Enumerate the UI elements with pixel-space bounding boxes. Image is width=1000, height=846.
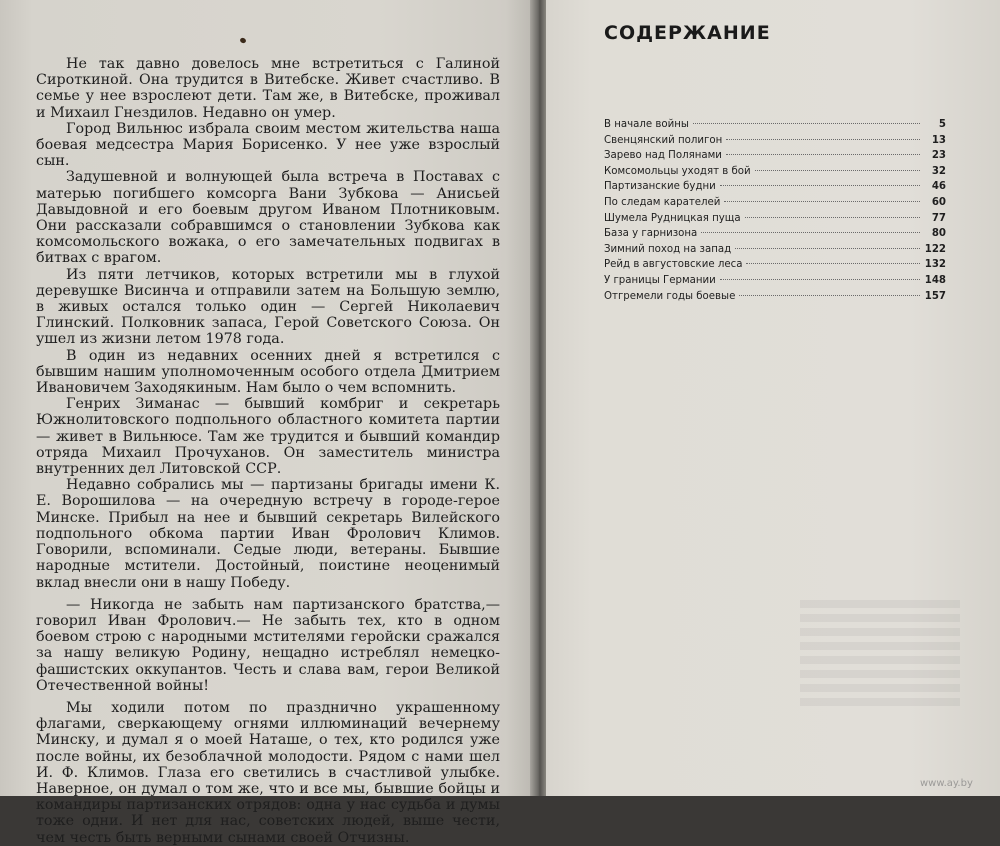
- show-through-imprint: [800, 600, 960, 712]
- paragraph: Генрих Зиманас — бывший комбриг и секретарь Южнолитовского подпольного областного комитета партии — живет в Вильнюсе. Там же трудится и бывший командир отряда Михаил Прочуханов. Он заместитель министра внутренних дел Литовской ССР.: [36, 396, 500, 478]
- toc-entry-page: 13: [931, 134, 946, 146]
- paragraph: Недавно собрались мы — партизаны бригады имени К. Е. Ворошилова — на очередную встречу в городе-герое Минске. Прибыл на нее и бывший секретарь Вилейского подпольного обкома партии Иван Фролович Климов. Говорили, вспоминали. Седые люди, ветераны. Бывшие народные мстители. Достойный, поистине неоценимый вклад внесли они в нашу Победу.: [36, 477, 500, 591]
- toc-leader-dots: [739, 295, 920, 296]
- show-through-line: [800, 600, 960, 608]
- toc-entry: [604, 244, 946, 260]
- paragraph: — Никогда не забыть нам партизанского братства,— говорил Иван Фролович.— Не забыть тех, кто в одном боевом строю с народными мстителями геройски сражался за нашу великую Родину, нещадно истреблял немецко-фашистских оккупантов. Честь и слава вам, герои Великой Отечественной войны!: [36, 596, 500, 694]
- show-through-line: [800, 698, 960, 706]
- toc-leader-dots: [746, 263, 920, 264]
- site-watermark: www.ay.by: [920, 778, 973, 789]
- toc-leader-dots: [724, 201, 920, 202]
- toc-entry: [604, 228, 946, 244]
- toc-entry-page: 23: [931, 150, 946, 162]
- toc-entry-title: База у гарнизона: [604, 228, 698, 240]
- show-through-line: [800, 670, 960, 678]
- toc-entry-title: Свенцянский полигон: [604, 134, 723, 146]
- body-text: [36, 56, 500, 846]
- toc-entry-title: Партизанские будни: [604, 181, 716, 193]
- paragraph: Мы ходили потом по празднично украшенному флагами, сверкающему огнями иллюминаций вечернему Минску, и думал я о моей Наташе, о тех, кто родился уже после войны, их безоблачной молодости. Рядом с нами шел И. Ф. Климов. Глаза его светились в счастливой улыбке. Наверное, он думал о том же, что и все мы, бывшие бойцы и командиры партизанских отрядов: одна у нас судьба и думы тоже одни. И нет для нас, советских людей, выше чести, чем честь быть верными сынами своей Отчизны.: [36, 699, 500, 846]
- paper-speck: [239, 37, 247, 44]
- toc-entry-title: Зарево над Полянами: [604, 150, 722, 162]
- show-through-line: [800, 684, 960, 692]
- toc-entry-page: 148: [924, 274, 946, 286]
- toc-entry-page: 122: [924, 243, 946, 255]
- show-through-line: [800, 628, 960, 636]
- toc-leader-dots: [726, 139, 920, 140]
- toc-entry-page: 5: [938, 119, 946, 130]
- toc-leader-dots: [693, 123, 920, 124]
- toc-entry-title: Отгремели годы боевые: [604, 290, 736, 302]
- toc-entry-page: 132: [924, 259, 946, 271]
- paragraph: Из пяти летчиков, которых встретили мы в глухой деревушке Висинча и отправили затем на Большую землю, в живых остался только один — Сергей Николаевич Глинский. Полковник запаса, Герой Советского Союза. Он ушел из жизни летом 1978 года.: [36, 266, 500, 348]
- table-of-contents: [604, 119, 946, 306]
- toc-leader-dots: [755, 170, 920, 171]
- toc-entry: [604, 275, 946, 291]
- paragraph: Не так давно довелось мне встретиться с Галиной Сироткиной. Она трудится в Витебске. Живет счастливо. В семье у нее взрослеют дети. Там же, в Витебске, проживал и Михаил Гнездилов. Недавно он умер.: [36, 56, 500, 121]
- toc-entry-title: Зимний поход на запад: [604, 243, 732, 255]
- toc-entry: [604, 291, 946, 307]
- toc-leader-dots: [735, 248, 920, 249]
- toc-entry: [604, 119, 946, 135]
- toc-leader-dots: [701, 232, 920, 233]
- toc-leader-dots: [745, 217, 920, 218]
- toc-entry-page: 60: [931, 196, 946, 208]
- toc-entry-title: Рейд в августовские леса: [604, 259, 743, 271]
- toc-entry-title: В начале войны: [604, 119, 689, 130]
- toc-entry-page: 77: [931, 212, 946, 224]
- toc-entry-page: 32: [931, 165, 946, 177]
- toc-leader-dots: [726, 154, 920, 155]
- toc-entry: [604, 135, 946, 151]
- paragraph: Город Вильнюс избрала своим местом жительства наша боевая медсестра Мария Борисенко. У нее уже взрослый сын.: [36, 120, 500, 170]
- show-through-line: [800, 614, 960, 622]
- toc-entry-title: По следам карателей: [604, 196, 721, 208]
- toc-title: СОДЕРЖАНИЕ: [604, 22, 771, 44]
- toc-entry-title: Комсомольцы уходят в бой: [604, 165, 751, 177]
- toc-entry-page: 157: [924, 290, 946, 302]
- toc-leader-dots: [720, 185, 920, 186]
- show-through-line: [800, 656, 960, 664]
- paragraph: В один из недавних осенних дней я встретился с бывшим нашим уполномоченным особого отдела Дмитрием Ивановичем Заходякиным. Нам было о чем вспомнить.: [36, 347, 500, 397]
- toc-entry: [604, 166, 946, 182]
- toc-entry-page: 80: [931, 228, 946, 240]
- toc-entry-title: Шумела Рудницкая пуща: [604, 212, 741, 224]
- show-through-line: [800, 642, 960, 650]
- toc-entry: [604, 150, 946, 166]
- toc-entry: [604, 197, 946, 213]
- toc-leader-dots: [720, 279, 920, 280]
- toc-entry-page: 46: [931, 181, 946, 193]
- toc-entry-title: У границы Германии: [604, 274, 716, 286]
- toc-entry: [604, 181, 946, 197]
- toc-entry: [604, 259, 946, 275]
- paragraph: Задушевной и волнующей была встреча в Поставах с матерью погибшего комсорга Вани Зубкова — Анисьей Давыдовной и его боевым другом Иваном Плотниковым. Они рассказали собравшимся о становлении Зубкова как комсомольского вожака, о его замечательных подвигах в битвах с врагом.: [36, 169, 500, 267]
- toc-entry: [604, 213, 946, 229]
